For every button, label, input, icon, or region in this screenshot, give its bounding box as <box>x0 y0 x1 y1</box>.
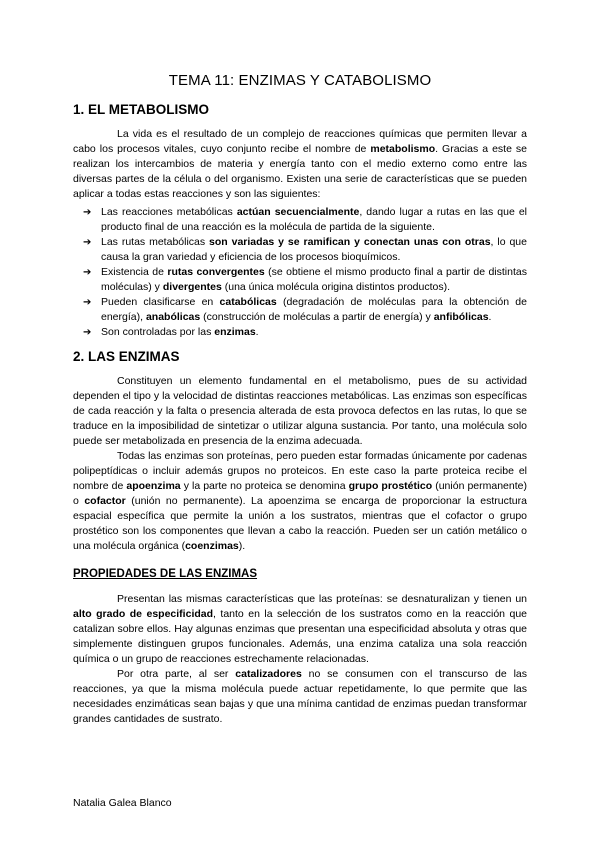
text-run: . Gracias a este se realizan los intercambios de materia y energía tanto con el medio externo como entre las diversas partes de la célula o del organismo. Existen una serie de características que se pueden aplicar a todas estas reacciones y son las siguientes: <box>73 143 527 200</box>
text-run: Presentan las mismas características que las proteínas: se desnaturalizan y tienen un <box>117 593 527 605</box>
bold-term: rutas convergentes <box>167 266 265 278</box>
text-run: (se obtiene el mismo producto final a partir de distintas moléculas) y <box>101 266 527 293</box>
bold-term: anabólicas <box>145 311 201 323</box>
text-run: . <box>488 311 492 323</box>
paragraph <box>73 449 527 554</box>
subsection-heading-propiedades: PROPIEDADES DE LAS ENZIMAS <box>73 568 258 580</box>
bold-term: grupo prostético <box>348 480 433 492</box>
bold-term: catalizadores <box>235 668 302 680</box>
bold-term: catabólicas <box>219 296 277 308</box>
text-run: La vida es el resultado de un complejo de reacciones químicas que permiten llevar a cabo los procesos vitales, cuyo conjunto recibe el nombre de <box>73 128 527 155</box>
bold-term: son variadas y se ramifican y conectan unas con otras <box>209 236 491 248</box>
list-item-text <box>101 326 259 338</box>
paragraph <box>73 592 527 667</box>
bold-term: divergentes <box>162 281 222 293</box>
arrow-bullet-icon: ➔ <box>83 207 92 218</box>
document-page <box>73 72 527 727</box>
text-run: Todas las enzimas son proteínas, pero pueden estar formadas únicamente por cadenas polipeptídicas o incluir además grupos no proteicos. En este caso la parte proteica recibe el nombre de <box>73 450 527 492</box>
bold-term: apoenzima <box>126 480 181 492</box>
text-run: Las rutas metabólicas <box>101 236 210 248</box>
document-title: TEMA 11: ENZIMAS Y CATABOLISMO <box>168 72 432 89</box>
text-run: . <box>255 326 259 338</box>
text-run: Existencia de <box>101 266 168 278</box>
arrow-bullet-icon: ➔ <box>83 267 92 278</box>
text-run: no se consumen con el transcurso de las reacciones, ya que la misma molécula puede actuar repetidamente, lo que permite que las necesidades enzimáticas sean bajas y que una mínima cantidad de enzimas puedan transformar grandes cantidades de sustrato. <box>73 668 527 725</box>
paragraph <box>73 374 527 449</box>
section-heading-metabolismo: 1. EL METABOLISMO <box>73 102 210 117</box>
footer-author: Natalia Galea Blanco <box>73 797 172 809</box>
list-item <box>83 295 527 325</box>
text-run: (unión no permanente). La apoenzima se encarga de proporcionar la estructura espacial específica que permite la unión a los sustratos, mientras que el cofactor o grupo prostético son los componentes que llevan a cabo la reacción. Pueden ser un catión metálico o una molécula orgánica ( <box>73 495 527 552</box>
text-run: (construcción de moléculas a partir de energía) y <box>200 311 434 323</box>
list-item-text <box>101 206 527 233</box>
text-run: (unión permanente) o <box>73 480 527 507</box>
list-item-text <box>101 296 527 323</box>
bold-term: enzimas <box>214 326 256 338</box>
text-run: Constituyen un elemento fundamental en el metabolismo, pues de su actividad dependen el tipo y la velocidad de distintas reacciones metabólicas. Las enzimas son específicas de cada reacción y la falta o presencia alterada de esta provoca defectos en las rutas, lo que se traduce en la imposibilidad de sintetizar o utilizar alguna sustancia. Por tanto, una molécula solo puede ser metabolizada en presencia de la enzima adecuada. <box>73 375 527 447</box>
list-item <box>83 205 527 235</box>
list-item-text <box>101 236 527 263</box>
list-item <box>83 235 527 265</box>
text-run: , dando lugar a rutas en las que el producto final de una reacción es la molécula de partida de la siguiente. <box>101 206 527 233</box>
text-run: Por otra parte, al ser <box>117 668 236 680</box>
bold-term: actúan secuencialmente <box>236 206 360 218</box>
arrow-bullet-icon: ➔ <box>83 297 92 308</box>
section-heading-enzimas: 2. LAS ENZIMAS <box>73 349 180 364</box>
list-item <box>83 325 527 340</box>
bullet-list <box>73 205 527 340</box>
list-item-text <box>101 266 527 293</box>
text-run: (una única molécula origina distintos productos). <box>221 281 451 293</box>
arrow-bullet-icon: ➔ <box>83 237 92 248</box>
paragraph <box>73 127 527 202</box>
text-run: y la parte no proteica se denomina <box>180 480 349 492</box>
bold-term: metabolismo <box>370 143 436 155</box>
text-run: , lo que causa la gran variedad y eficiencia de los procesos bioquímicos. <box>101 236 527 263</box>
text-run: , tanto en la selección de los sustratos como en la reacción que catalizan sobre ellos. Hay algunas enzimas que presentan una especificidad absoluta y otras que simplemente distinguen grupos funcionales. Además, una enzima cataliza una sola reacción química o un grupo de reacciones estrechamente relacionadas. <box>73 608 527 665</box>
bold-term: cofactor <box>84 495 126 507</box>
list-item <box>83 265 527 295</box>
bold-term: coenzimas <box>185 540 239 552</box>
text-run: Las reacciones metabólicas <box>101 206 237 218</box>
paragraph <box>73 667 527 727</box>
text-run: Pueden clasificarse en <box>101 296 220 308</box>
text-run: Son controladas por las <box>101 326 215 338</box>
bold-term: alto grado de especificidad <box>73 608 214 620</box>
text-run: (degradación de moléculas para la obtención de energía), <box>101 296 527 323</box>
bold-term: anfibólicas <box>433 311 489 323</box>
arrow-bullet-icon: ➔ <box>83 327 92 338</box>
text-run: ). <box>238 540 246 552</box>
